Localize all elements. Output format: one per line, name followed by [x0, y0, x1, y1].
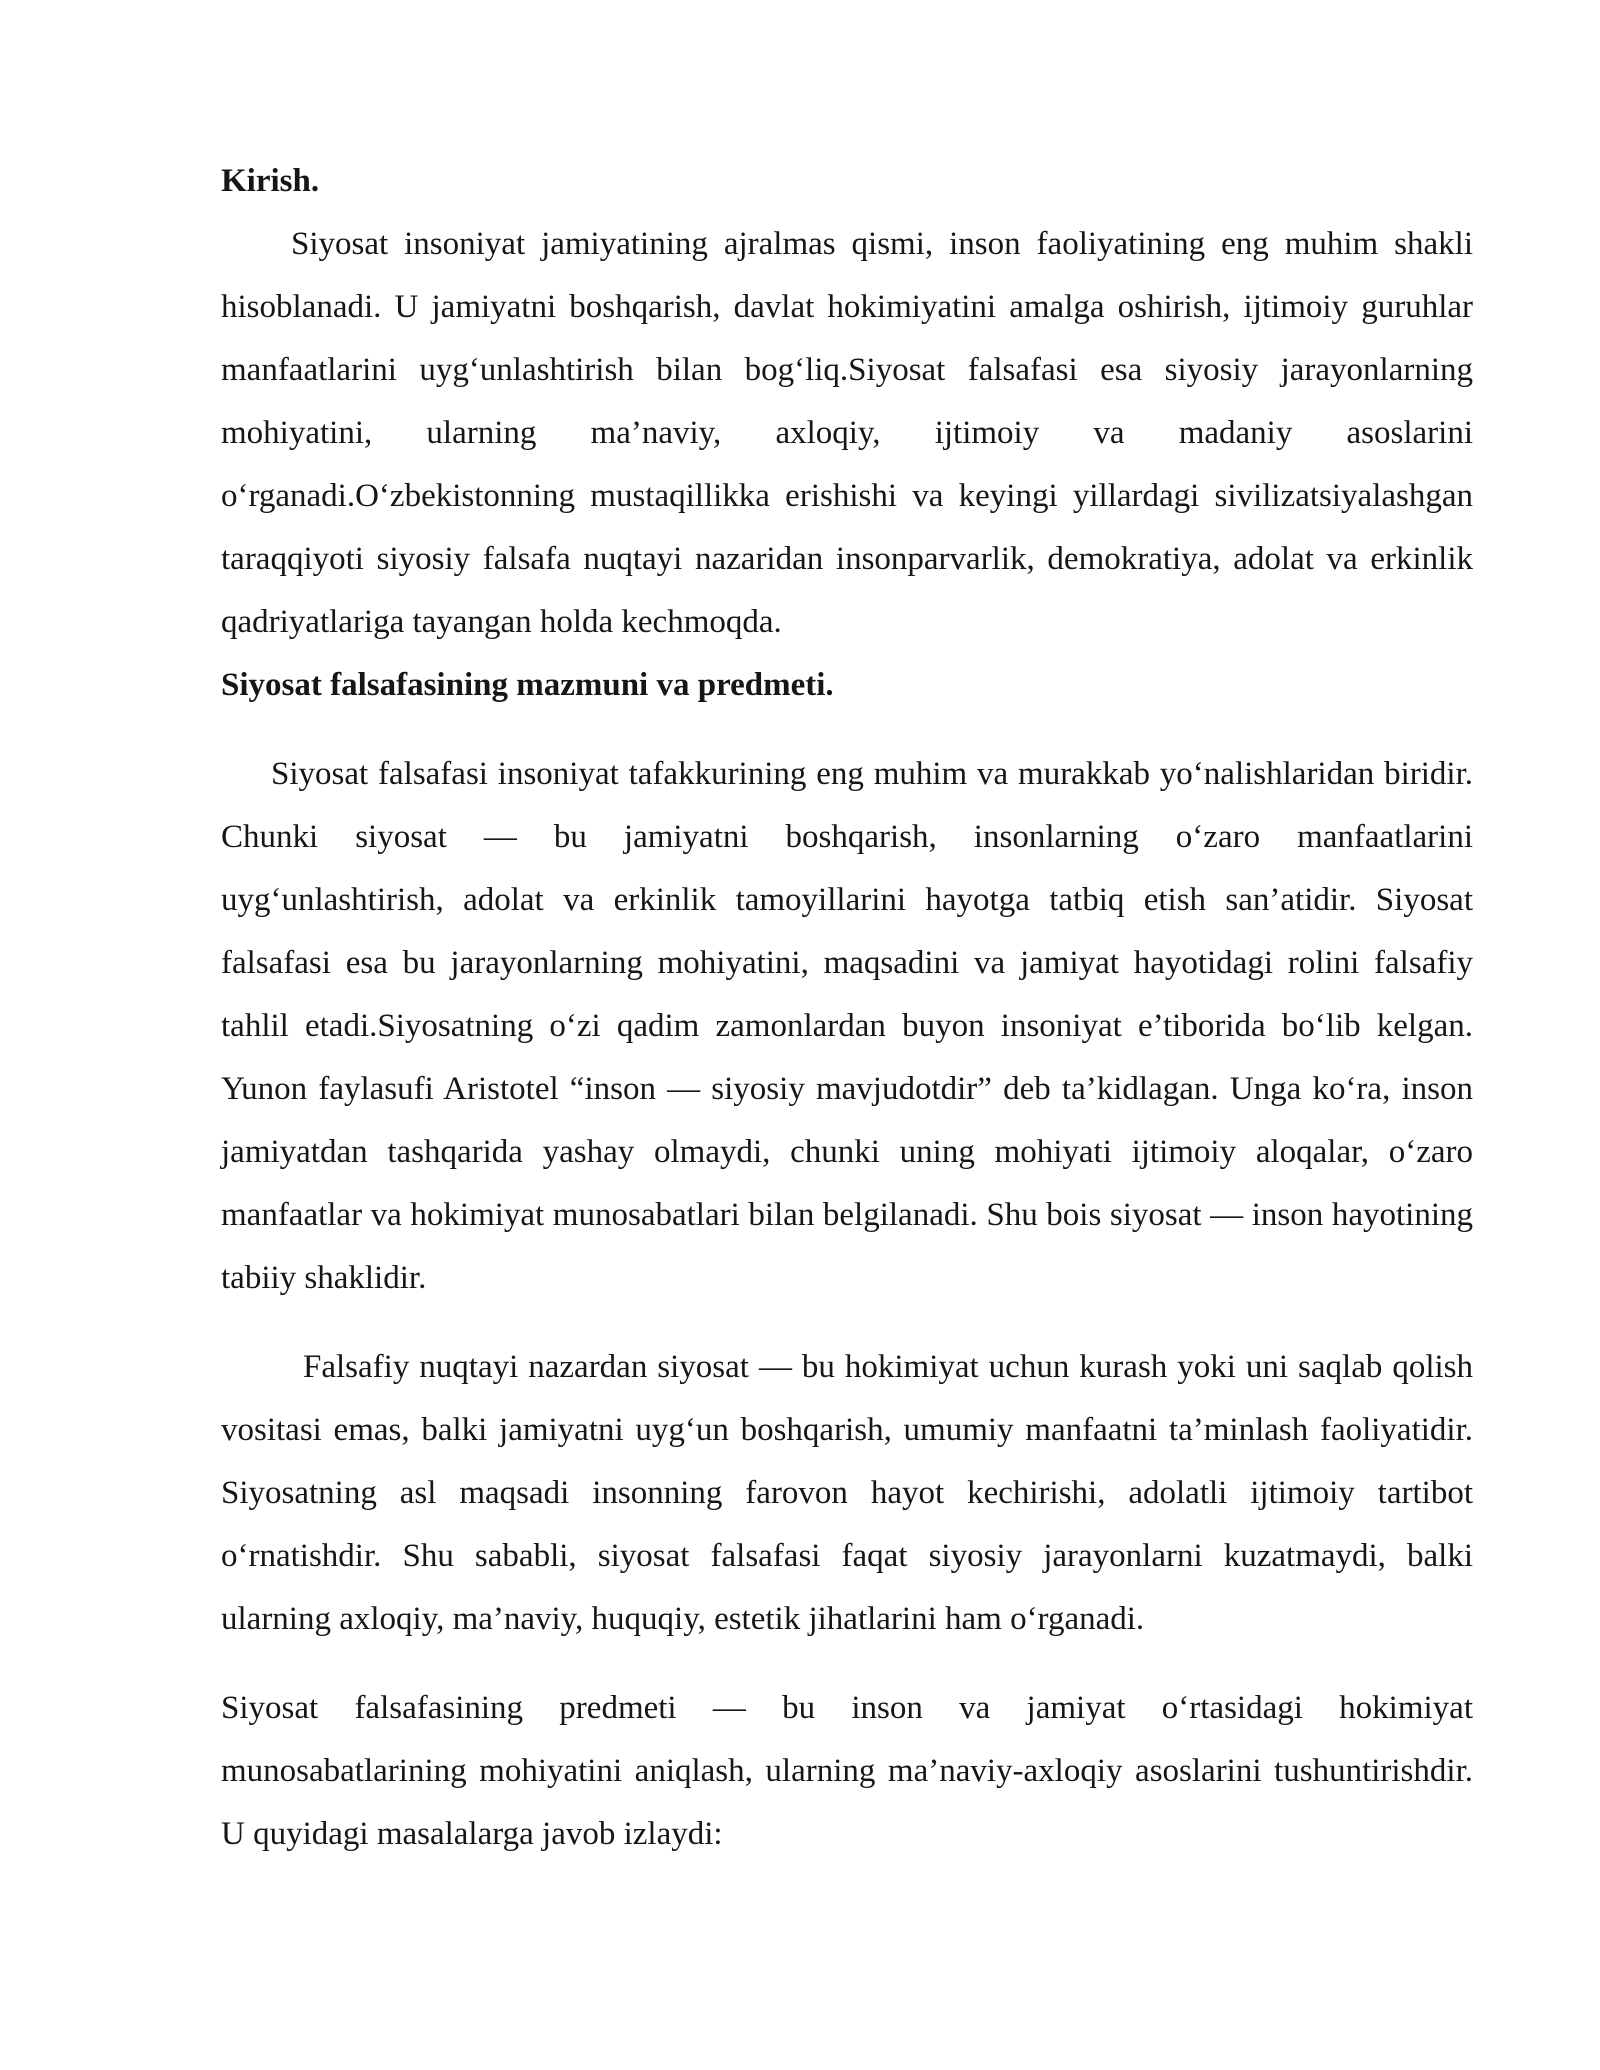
- document-page: [221, 150, 1473, 1866]
- intro-heading: Kirish.: [221, 163, 320, 199]
- section-paragraph-2: Falsafiy nuqtayi nazardan siyosat — bu hokimiyat uchun kurash yoki uni saqlab qolish vositasi emas, balki jamiyatni uyg‘un boshqarish, umumiy manfaatni ta’minlash faoliyatidir. Siyosatning asl maqsadi insonning farovon hayot kechirishi, adolatli ijtimoiy tartibot o‘rnatishdir. Shu sababli, siyosat falsafasi faqat siyosiy jarayonlarni kuzatmaydi, balki ularning axloqiy, ma’naviy, huquqiy, estetik jihatlarini ham o‘rganadi.: [221, 1349, 1473, 1637]
- intro-paragraph: Siyosat insoniyat jamiyatining ajralmas qismi, inson faoliyatining eng muhim shakli hisoblanadi. U jamiyatni boshqarish, davlat hokimiyatini amalga oshirish, ijtimoiy guruhlar manfaatlarini uyg‘unlashtirish bilan bog‘liq.Siyosat falsafasi esa siyosiy jarayonlarning mohiyatini, ularning ma’naviy, axloqiy, ijtimoiy va madaniy asoslarini o‘rganadi.O‘zbekistonning mustaqillikka erishishi va keyingi yillardagi sivilizatsiyalashgan taraqqiyoti siyosiy falsafa nuqtayi nazaridan insonparvarlik, demokratiya, adolat va erkinlik qadriyatlariga tayangan holda kechmoqda.: [221, 226, 1473, 640]
- section-paragraph-3: Siyosat falsafasining predmeti — bu inson va jamiyat o‘rtasidagi hokimiyat munosabatlarining mohiyatini aniqlash, ularning ma’naviy-axloqiy asoslarini tushuntirishdir. U quyidagi masalalarga javob izlaydi:: [221, 1690, 1473, 1852]
- section-paragraph-1: Siyosat falsafasi insoniyat tafakkurining eng muhim va murakkab yo‘nalishlaridan biridir. Chunki siyosat — bu jamiyatni boshqarish, insonlarning o‘zaro manfaatlarini uyg‘unlashtirish, adolat va erkinlik tamoyillarini hayotga tatbiq etish san’atidir. Siyosat falsafasi esa bu jarayonlarning mohiyatini, maqsadini va jamiyat hayotidagi rolini falsafiy tahlil etadi.Siyosatning o‘zi qadim zamonlardan buyon insoniyat e’tiborida bo‘lib kelgan. Yunon faylasufi Aristotel “inson — siyosiy mavjudotdir” deb ta’kidlagan. Unga ko‘ra, inson jamiyatdan tashqarida yashay olmaydi, chunki uning mohiyati ijtimoiy aloqalar, o‘zaro manfaatlar va hokimiyat munosabatlari bilan belgilanadi. Shu bois siyosat — inson hayotining tabiiy shaklidir.: [221, 756, 1473, 1296]
- section-heading: Siyosat falsafasining mazmuni va predmeti.: [221, 667, 834, 703]
